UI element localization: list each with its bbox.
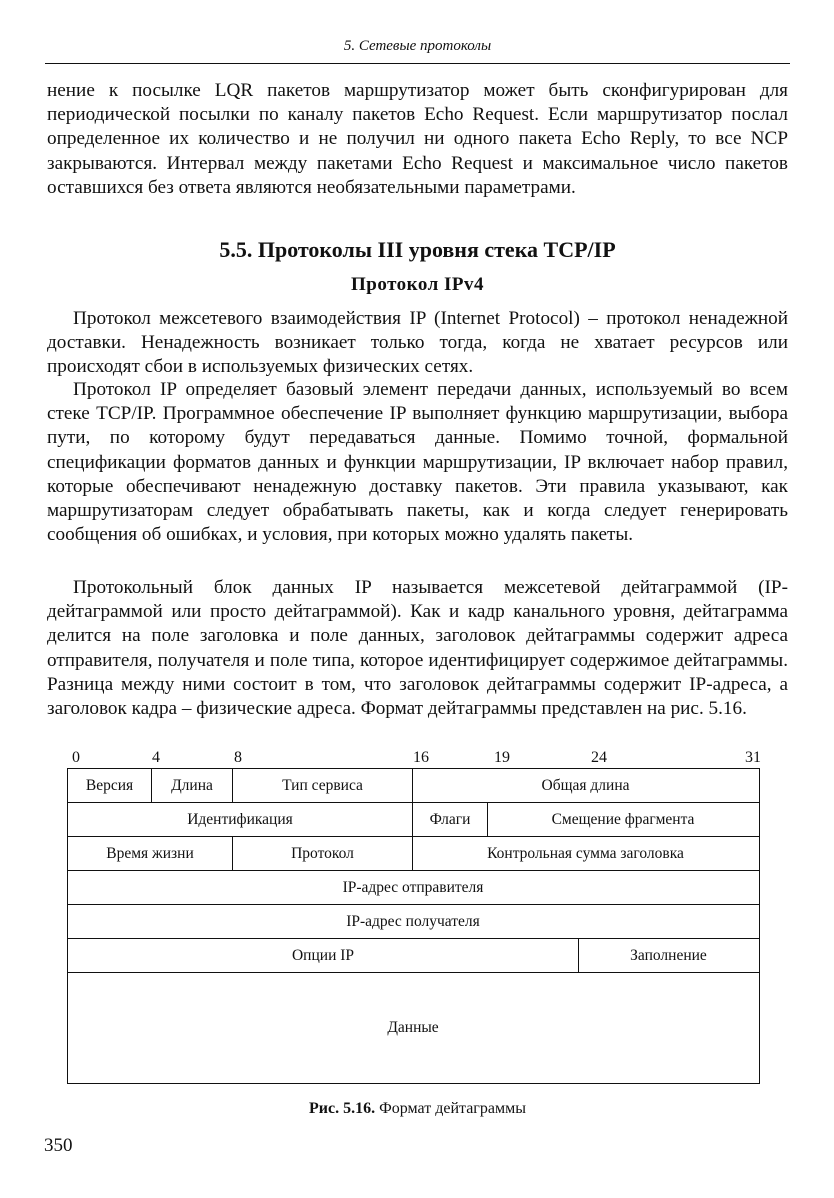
field-service-type: Тип сервиса (233, 769, 413, 802)
field-header-length: Длина (152, 769, 233, 802)
diagram-row-2 (68, 803, 759, 837)
figure-caption (45, 1100, 790, 1118)
running-head: 5. Сетевые протоколы (343, 38, 492, 54)
section-title: 5.5. Протоколы III уровня стека TCP/IP (219, 237, 616, 262)
paragraph-1: нение к посылке LQR пакетов маршрутизатор может быть сконфигурирован для периодической посылки по каналу пакетов Echo Request. Если маршрутизатор послал определенное их количество и не получил ни одного пакета Echo Reply, то все NCP закрываются. Интервал между пакетами Echo Request и максимальное число пакетов оставшихся без ответа являются необязательными параметрами. (47, 80, 788, 198)
datagram-format-diagram (67, 768, 760, 1084)
bit-label-4: 4 (152, 749, 160, 766)
header-rule (45, 63, 790, 64)
field-fragment-offset: Смещение фрагмента (551, 810, 695, 828)
figure-caption-text: Формат дейтаграммы (379, 1100, 526, 1117)
field-protocol: Протокол (233, 837, 413, 870)
field-ip-options: Опции IP (68, 939, 579, 972)
field-flags: Флаги (413, 803, 488, 836)
bit-label-24: 24 (591, 749, 607, 766)
figure-caption-label: Рис. 5.16. (309, 1100, 376, 1117)
field-version: Версия (68, 769, 152, 802)
page-number: 350 (44, 1135, 73, 1156)
bit-label-8: 8 (234, 749, 242, 766)
diagram-row-1 (68, 769, 759, 803)
diagram-row-3 (68, 837, 759, 871)
field-identification: Идентификация (68, 803, 413, 836)
paragraph-2: Протокол межсетевого взаимодействия IP (Internet Protocol) – протокол ненадежной доставки. Ненадежность возникает только тогда, когда не хватает ресурсов или происходят сбои в используемых физических сетях. (47, 308, 788, 378)
bit-label-0: 0 (72, 749, 80, 766)
field-data: Данные (387, 1018, 439, 1036)
field-total-length: Общая длина (541, 776, 630, 794)
diagram-row-5 (68, 905, 759, 939)
field-header-checksum: Контрольная сумма заголовка (487, 844, 684, 862)
field-destination-address: IP-адрес получателя (346, 912, 480, 930)
paragraph-3: Протокол IP определяет базовый элемент передачи данных, используемый во всем стеке TCP/IP. Программное обеспечение IP выполняет функцию маршрутизации, выбора пути, по которому будут передаваться данные. Помимо точной, формальной спецификации форматов данных и функции маршрутизации, IP включает набор правил, которые обеспечивают ненадежную доставку пакетов. Эти правила указывают, как маршрутизаторам следует обрабатывать пакеты, как и когда следует генерировать сообщения об ошибках, и условия, при которых можно удалять пакеты. (47, 379, 788, 546)
subsection-title: Протокол IPv4 (350, 274, 485, 295)
field-source-address: IP-адрес отправителя (342, 878, 484, 896)
diagram-row-6 (68, 939, 759, 973)
bit-label-16: 16 (413, 749, 429, 766)
bit-label-19: 19 (494, 749, 510, 766)
field-ttl: Время жизни (68, 837, 233, 870)
diagram-row-7 (68, 973, 759, 1082)
paragraph-4: Протокольный блок данных IP называется межсетевой дейтаграммой (IP-дейтаграммой или просто дейтаграммой). Как и кадр канального уровня, дейтаграмма делится на поле заголовка и поле данных, заголовок дейтаграммы содержит адреса отправителя, получателя и поле типа, которое идентифицирует содержимое дейтаграммы. Разница между ними состоит в том, что заголовок дейтаграммы содержит IP-адреса, а заголовок кадра – физические адреса. Формат дейтаграммы представлен на рис. 5.16. (47, 577, 788, 720)
bit-label-31: 31 (745, 749, 761, 766)
field-padding: Заполнение (630, 946, 707, 964)
diagram-row-4 (68, 871, 759, 905)
